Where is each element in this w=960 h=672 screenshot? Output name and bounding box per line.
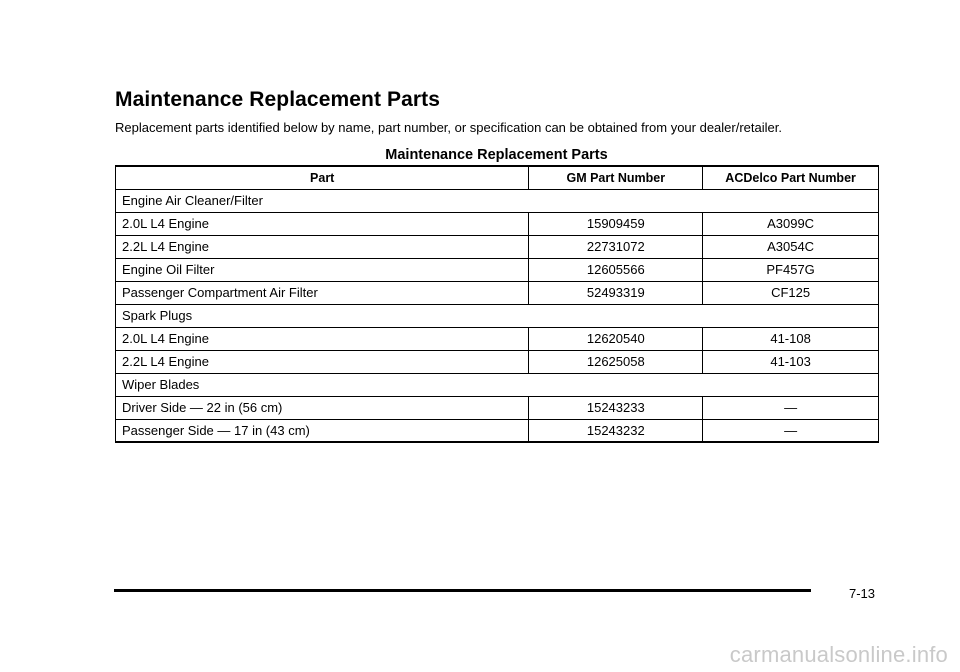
table-row	[116, 212, 879, 235]
table-row	[116, 327, 879, 350]
gm-part-number-cell: 12620540	[529, 327, 703, 350]
part-name-cell: Driver Side — 22 in (56 cm)	[116, 396, 529, 419]
parts-table-body	[116, 189, 879, 442]
group-label: Wiper Blades	[116, 373, 879, 396]
watermark: carmanualsonline.info	[729, 642, 948, 667]
table-row	[116, 235, 879, 258]
part-name-cell: Passenger Compartment Air Filter	[116, 281, 529, 304]
table-row	[116, 281, 879, 304]
table-row	[116, 373, 879, 396]
column-header-acdelco-part-number: ACDelco Part Number	[703, 166, 879, 189]
acdelco-part-number-cell: PF457G	[703, 258, 879, 281]
parts-table	[115, 165, 879, 443]
gm-part-number-cell: 15243232	[529, 419, 703, 442]
table-row	[116, 396, 879, 419]
acdelco-part-number-cell: —	[703, 396, 879, 419]
group-label: Spark Plugs	[116, 304, 879, 327]
column-header-gm-part-number: GM Part Number	[529, 166, 703, 189]
part-name-cell: Engine Oil Filter	[116, 258, 529, 281]
group-label: Engine Air Cleaner/Filter	[116, 189, 879, 212]
column-header-part: Part	[116, 166, 529, 189]
gm-part-number-cell: 22731072	[529, 235, 703, 258]
header-row	[116, 166, 879, 189]
part-name-cell: 2.0L L4 Engine	[116, 327, 529, 350]
page-heading: Maintenance Replacement Parts	[115, 88, 441, 111]
table-row	[116, 350, 879, 373]
page-number: 7-13	[849, 586, 876, 601]
table-row	[116, 189, 879, 212]
gm-part-number-cell: 15243233	[529, 396, 703, 419]
part-name-cell: 2.0L L4 Engine	[116, 212, 529, 235]
gm-part-number-cell: 15909459	[529, 212, 703, 235]
table-row	[116, 304, 879, 327]
intro-paragraph: Replacement parts identified below by name, part number, or specification can be obtained from your dealer/retailer.	[115, 120, 782, 135]
acdelco-part-number-cell: CF125	[703, 281, 879, 304]
gm-part-number-cell: 12605566	[529, 258, 703, 281]
gm-part-number-cell: 52493319	[529, 281, 703, 304]
acdelco-part-number-cell: —	[703, 419, 879, 442]
footer-rule	[114, 589, 811, 592]
table-row	[116, 258, 879, 281]
part-name-cell: 2.2L L4 Engine	[116, 350, 529, 373]
part-name-cell: 2.2L L4 Engine	[116, 235, 529, 258]
acdelco-part-number-cell: 41-103	[703, 350, 879, 373]
table-row	[116, 419, 879, 442]
acdelco-part-number-cell: 41-108	[703, 327, 879, 350]
parts-table-header	[116, 166, 879, 189]
gm-part-number-cell: 12625058	[529, 350, 703, 373]
table-caption: Maintenance Replacement Parts	[385, 147, 608, 163]
part-name-cell: Passenger Side — 17 in (43 cm)	[116, 419, 529, 442]
acdelco-part-number-cell: A3054C	[703, 235, 879, 258]
acdelco-part-number-cell: A3099C	[703, 212, 879, 235]
